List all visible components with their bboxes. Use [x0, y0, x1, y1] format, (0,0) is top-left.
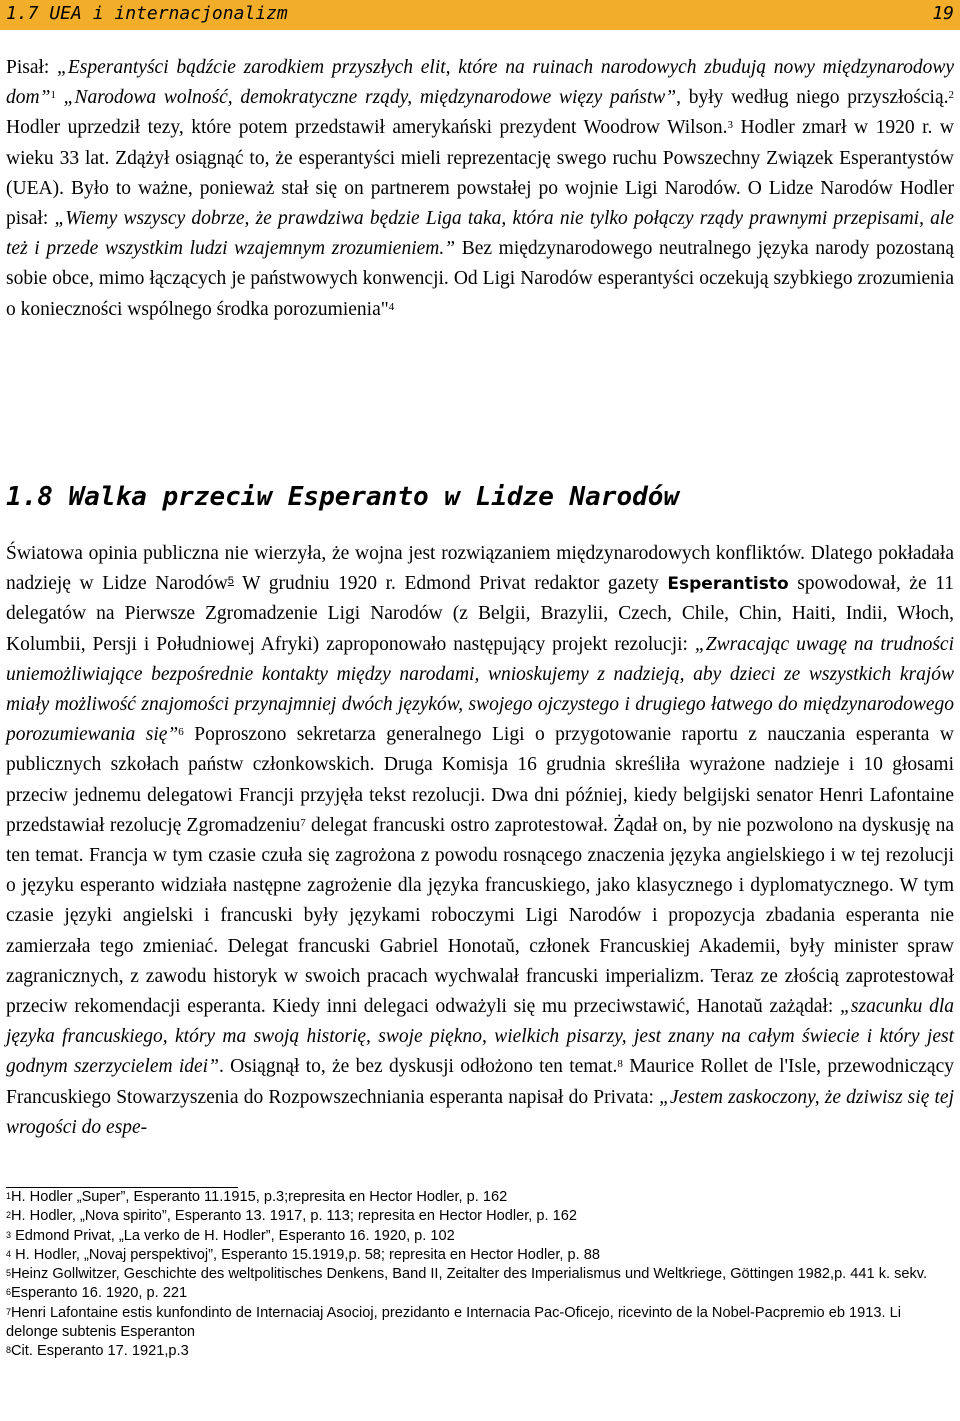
footnote-ref-3[interactable]: 3	[727, 119, 734, 132]
text-run: Światowa opinia publiczna nie wierzyła, że wojna jest rozwiązaniem międzynarodowych konfliktów. Dlatego pokładała nadzieję w Lidze Narodów	[6, 543, 954, 595]
footnote-number: 1	[6, 1191, 12, 1201]
footnote-7	[6, 1304, 954, 1343]
footnote-text: Esperanto 16. 1920, p. 221	[11, 1285, 188, 1302]
text-run: . Osiągnął to, że bez dyskusji odłożono ten temat.	[218, 1056, 618, 1078]
footnote-4	[6, 1246, 954, 1265]
newspaper-name: Esperantisto	[667, 574, 789, 595]
text-run: Hodler uprzedził tezy, które potem przedstawił amerykański prezydent Woodrow Wilson.	[6, 117, 728, 139]
footnote-ref-6[interactable]: 6	[178, 726, 184, 739]
quote-hodler-elites: „Esperantyści bądźcie zarodkiem przyszłych elit, które na ruinach narodowych zbudują nowy międzynarodowy dom”	[6, 57, 954, 109]
footnote-text: Edmond Privat, „La verko de H. Hodler”, Esperanto 16. 1920, p. 102	[11, 1227, 455, 1244]
footnote-number: 3	[6, 1229, 12, 1240]
footnote-number: 2	[6, 1210, 12, 1221]
footnote-text: H. Hodler „Super”, Esperanto 11.1915, p.3;represita en Hector Hodler, p. 162	[11, 1189, 508, 1205]
text-run: Maurice Rollet de l'Isle, przewodniczący Francuskiego Stowarzyszenia do Rozpowszechniania esperanta napisał do Privata:	[6, 1056, 954, 1108]
footnote-number: 5	[6, 1268, 12, 1279]
text-run: delegat francuski ostro zaprotestował. Żądał on, by nie pozwolono na dyskusję na ten temat. Francja w tym czasie czuła się zagrożona z powodu rosnącego znaczenia języka angielskiego i w tej rezolucji o języku esperanto widziała następne zagrożenie dla języka francuskiego, jako klasycznego i dyplomatycznego. W tym czasie języki angielski i francuski były językami roboczymi Ligi Narodów i propozycja zbadania esperanta nie zamierzała tego zmieniać. Delegat francuski Gabriel Honotaŭ, członek Francuskiej Akademii, były minister spraw zagranicznych, z zawodu historyk w swoich pracach wychwalał francuski imperializm. Teraz ze złością zaprotestował przeciw rekomendacji esperanta. Kiedy inni delegaci odważyli się mu przeciwstawić, Hanotaŭ zażądał:	[6, 814, 954, 1018]
footnote-ref-4[interactable]: 4	[388, 300, 395, 313]
footnote-number: 8	[6, 1345, 12, 1356]
footnote-ref-1[interactable]: 1	[50, 89, 56, 102]
quote-hanotau: „szacunku dla języka francuskiego, który ma swoją historię, swoje piękno, wielkich pisarzy, jest znany na całym świecie i który jest godnym szerzycielem idei”	[6, 996, 954, 1078]
running-header	[0, 0, 960, 30]
section-heading: 1.8 Walka przeciw Esperanto w Lidze Narodów	[6, 482, 680, 512]
text-run	[56, 87, 64, 108]
text-run: Pisał:	[6, 57, 58, 78]
text-run: Hodler zmarł w 1920 r. w wieku 33 lat. Zdążył osiągnąć to, że esperantyści mieli reprezentację swego ruchu Powszechny Związek Esperantystów (UEA). Było to ważne, ponieważ stał się on partnerem powstałej po wojnie Ligi Narodów. O Lidze Narodów Hodler pisał:	[6, 117, 954, 230]
footnote-8	[6, 1342, 954, 1361]
quote-national-freedom: „Narodowa wolność, demokratyczne rządy, międzynarodowe więzy państw”	[63, 87, 677, 109]
text-run: W grudniu 1920 r. Edmond Privat redaktor gazety	[233, 573, 668, 595]
paragraph-league	[6, 539, 954, 1143]
footnote-number: 6	[6, 1287, 12, 1298]
quote-resolution: „Zwracając uwagę na trudności uniemożliwiające bezpośrednie kontakty między narodami, wnioskujemy z nadzieją, aby dzieci ze wszystkich krajów miały możliwość znajomości przynajmniej dwóch języków, swojego ojczystego i drugiego łatwego do międzynarodowego porozumiewania się”	[6, 633, 955, 746]
header-title: 1.7 UEA i internacjonalizm	[6, 3, 288, 24]
footnote-ref-5[interactable]: 5	[227, 575, 234, 588]
footnote-2	[6, 1207, 954, 1226]
footnote-text: H. Hodler, „Novaj perspektivoj”, Esperanto 15.1919,p. 58; represita en Hector Hodler, p. 88	[11, 1246, 600, 1263]
page-number: 19	[932, 3, 954, 24]
footnote-ref-8[interactable]: 8	[617, 1058, 623, 1071]
quote-league-of-nations: „Wiemy wszyscy dobrze, że prawdziwa będzie Liga taka, która nie tylko połączy rządy prawnymi przepisami, ale też i przede wszystkim ludzi wzajemnym zrozumieniem.”	[6, 208, 954, 260]
footnote-5	[6, 1265, 954, 1284]
text-run: Poproszono sekretarza generalnego Ligi o przygotowanie raportu z nauczania esperanta w publicznych szkołach państw członkowskich. Druga Komisja 16 grudnia skreśliła wyrażone nadzieje i 10 głosami przeciw jednemu delegatowi Francji przyjęła tekst rezolucji. Dwa dni później, kiedy belgijski senator Henri Lafontaine przedstawiał rezolucję Zgromadzeniu	[6, 724, 954, 836]
footnote-number: 4	[6, 1248, 12, 1259]
footnote-text: Cit. Esperanto 17. 1921,p.3	[11, 1343, 189, 1360]
footnotes	[6, 1188, 954, 1362]
footnote-3	[6, 1227, 954, 1246]
footnote-1	[6, 1188, 954, 1207]
footnote-text: Henri Lafontaine estis kunfondinto de Internaciaj Asocioj, prezidanto e Internacia Pac-Oficejo, ricevinto de la Nobel-Pacpremio eb 1913. Li delonge subtenis Esperanton	[6, 1304, 901, 1341]
text-run: spowodował, że 11 delegatów na Pierwsze Zgromadzenie Ligi Narodów (z Belgii, Brazylii, Czech, Chile, Chin, Haiti, Indii, Włoch, Kolumbii, Persji i Południowej Afryki) zaproponowało następujący projekt rezolucji:	[6, 573, 954, 655]
footnote-ref-2[interactable]: 2	[948, 89, 954, 102]
footnote-text: Heinz Gollwitzer, Geschichte des weltpolitisches Denkens, Band II, Zeitalter des Imperialismus und Weltkriege, Göttingen 1982,p. 441 k. sekv.	[11, 1266, 928, 1283]
footnote-text: H. Hodler, „Nova spirito”, Esperanto 13. 1917, p. 113; represita en Hector Hodler, p. 162	[11, 1208, 577, 1225]
footnote-ref-7[interactable]: 7	[300, 816, 306, 829]
footnote-number: 7	[6, 1306, 12, 1317]
quote-rollet: „Jestem zaskoczony, że dziwisz się tej wrogości do espe-	[6, 1086, 954, 1138]
footnote-6	[6, 1284, 954, 1303]
text-run: Bez międzynarodowego neutralnego języka narody pozostaną sobie obce, mimo łączących je państwowych konwencji. Od Ligi Narodów esperantyści oczekują szybkiego zrozumienia o konieczności wspólnego środka porozumienia"	[6, 238, 954, 320]
text-run: , były według niego przyszłością.	[676, 87, 949, 109]
paragraph-uea	[6, 53, 954, 325]
